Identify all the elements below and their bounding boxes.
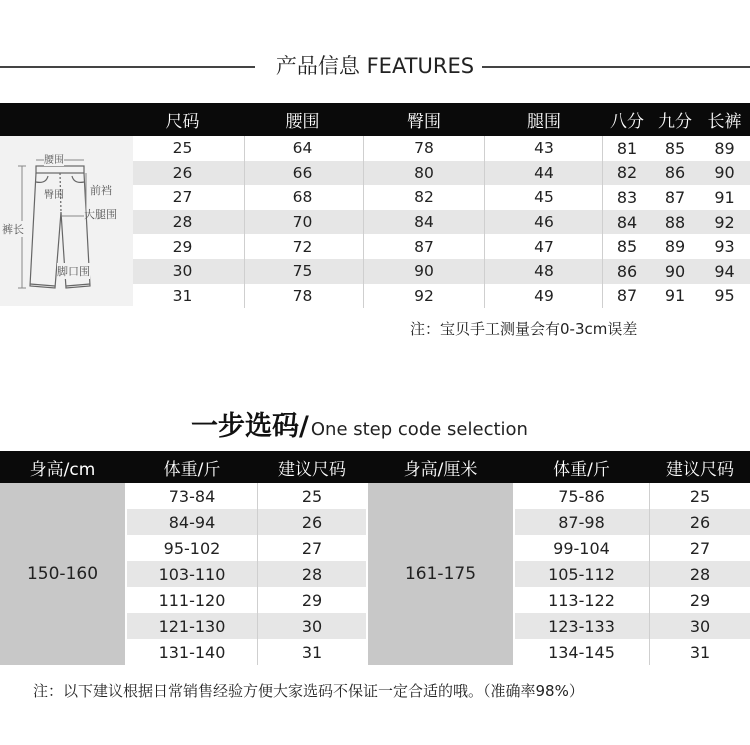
weight-cell: 105-112	[548, 564, 615, 584]
header-ninth: 九分	[658, 112, 692, 132]
features-cell: 26	[172, 163, 193, 182]
features-title-text: 产品信息 FEATURES	[268, 54, 482, 78]
features-cell: 30	[172, 262, 193, 281]
size-cell: 27	[689, 538, 711, 558]
features-cell: 84	[414, 213, 434, 232]
label-hem: 脚口围	[57, 265, 90, 278]
features-cell: 28	[172, 213, 193, 232]
weight-cell: 134-145	[548, 642, 615, 662]
features-cell: 68	[292, 188, 313, 207]
features-row	[0, 210, 750, 235]
size-cell: 26	[689, 512, 711, 532]
weight-cell: 123-133	[548, 616, 615, 636]
size-cell: 28	[301, 564, 323, 584]
weight-cell: 99-104	[553, 538, 610, 558]
label-thigh: 大腿围	[84, 208, 117, 221]
weight-cell: 131-140	[158, 642, 226, 662]
header-eighth: 八分	[610, 112, 644, 132]
weight-cell: 111-120	[158, 590, 226, 610]
column-separator	[244, 136, 245, 308]
features-header-bar	[0, 103, 750, 136]
features-cell: 85	[664, 138, 686, 158]
features-cell: 87	[616, 286, 638, 306]
size-cell: 27	[301, 538, 323, 558]
features-cell: 29	[172, 237, 193, 256]
size-cell: 31	[689, 642, 711, 662]
label-length: 裤长	[2, 223, 24, 236]
features-cell: 89	[664, 237, 686, 257]
size-cell: 30	[689, 616, 711, 636]
features-title	[0, 50, 750, 82]
header-waist: 腰围	[285, 112, 320, 132]
features-cell: 84	[616, 212, 638, 232]
column-separator	[602, 136, 603, 308]
weight-cell: 75-86	[558, 486, 605, 506]
features-cell: 75	[292, 262, 313, 281]
features-cell: 70	[292, 213, 313, 232]
features-cell: 49	[534, 286, 554, 305]
size-cell: 31	[301, 642, 323, 662]
features-cell: 46	[534, 213, 554, 232]
features-cell: 78	[414, 139, 434, 158]
features-cell: 83	[616, 187, 638, 207]
features-cell: 91	[664, 286, 686, 306]
weight-cell: 121-130	[158, 616, 226, 636]
header-size-right: 建议尺码	[666, 459, 734, 480]
features-cell: 78	[292, 286, 313, 305]
features-cell: 90	[664, 261, 686, 281]
selection-note: 注：以下建议根据日常销售经验方便大家选码不保证一定合适的哦。（准确率98%）	[33, 682, 584, 700]
header-weight-right: 体重/斤	[553, 459, 610, 480]
features-cell: 48	[534, 262, 554, 281]
features-cell: 92	[714, 212, 735, 232]
column-separator	[484, 136, 485, 308]
step-title-en: One step code selection	[310, 419, 528, 440]
features-cell: 66	[292, 163, 313, 182]
features-cell: 90	[714, 163, 735, 183]
header-weight-left: 体重/斤	[163, 459, 221, 480]
features-cell: 31	[172, 286, 193, 305]
features-cell: 44	[534, 163, 554, 182]
features-cell: 85	[616, 237, 638, 257]
features-row	[0, 185, 750, 210]
features-row	[0, 161, 750, 186]
features-cell: 64	[292, 139, 313, 158]
measurement-note: 注：宝贝手工测量会有0-3cm误差	[410, 320, 638, 338]
size-cell: 28	[689, 564, 711, 584]
features-cell: 47	[534, 237, 554, 256]
features-row	[0, 136, 750, 161]
features-cell: 89	[714, 138, 735, 158]
weight-cell: 73-84	[168, 486, 216, 506]
features-cell: 82	[616, 163, 638, 183]
features-cell: 27	[172, 188, 193, 207]
weight-cell: 113-122	[548, 590, 615, 610]
features-cell: 88	[664, 212, 686, 232]
weight-cell: 87-98	[558, 512, 605, 532]
height-right-cell: 161-175	[368, 483, 513, 665]
features-cell: 43	[534, 139, 554, 158]
height-left-cell: 150-160	[0, 483, 125, 665]
header-height-right: 身高/厘米	[403, 459, 478, 480]
header-size-left: 建议尺码	[278, 459, 346, 480]
features-cell: 80	[414, 163, 434, 182]
features-cell: 90	[414, 262, 434, 281]
header-long: 长裤	[707, 112, 742, 132]
header-hip: 臀围	[407, 112, 441, 132]
features-cell: 92	[414, 286, 434, 305]
label-front-rise: 前裆	[90, 184, 112, 197]
label-hip: 臀围	[44, 190, 64, 201]
features-cell: 87	[414, 237, 434, 256]
features-cell: 93	[714, 237, 735, 257]
features-cell: 91	[714, 187, 735, 207]
features-cell: 45	[534, 188, 554, 207]
header-height-left: 身高/cm	[29, 459, 96, 480]
step-title-cn: 一步选码/	[191, 411, 309, 442]
selection-header-bar	[0, 451, 750, 483]
weight-cell: 84-94	[168, 512, 216, 532]
label-waist: 腰围	[44, 151, 64, 166]
features-cell: 72	[292, 237, 313, 256]
size-cell: 25	[689, 486, 711, 506]
features-cell: 81	[616, 138, 638, 158]
weight-cell: 103-110	[158, 564, 226, 584]
size-cell: 26	[301, 512, 323, 532]
features-cell: 25	[172, 139, 193, 158]
size-cell: 25	[301, 486, 323, 506]
step-title	[191, 404, 528, 444]
features-cell: 86	[664, 163, 686, 183]
weight-cell: 95-102	[163, 538, 221, 558]
features-cell: 94	[714, 261, 735, 281]
header-thigh: 腿围	[527, 112, 561, 132]
features-row	[0, 284, 750, 309]
features-cell: 82	[414, 188, 434, 207]
size-cell: 29	[689, 590, 711, 610]
features-cell: 86	[616, 261, 638, 281]
column-separator	[257, 483, 258, 665]
features-row	[0, 259, 750, 284]
features-cell: 95	[714, 286, 735, 306]
column-separator	[363, 136, 364, 308]
features-row	[0, 234, 750, 259]
size-cell: 30	[301, 616, 323, 636]
size-cell: 29	[301, 590, 323, 610]
header-size: 尺码	[165, 112, 200, 132]
features-cell: 87	[664, 187, 686, 207]
column-separator	[649, 483, 650, 665]
